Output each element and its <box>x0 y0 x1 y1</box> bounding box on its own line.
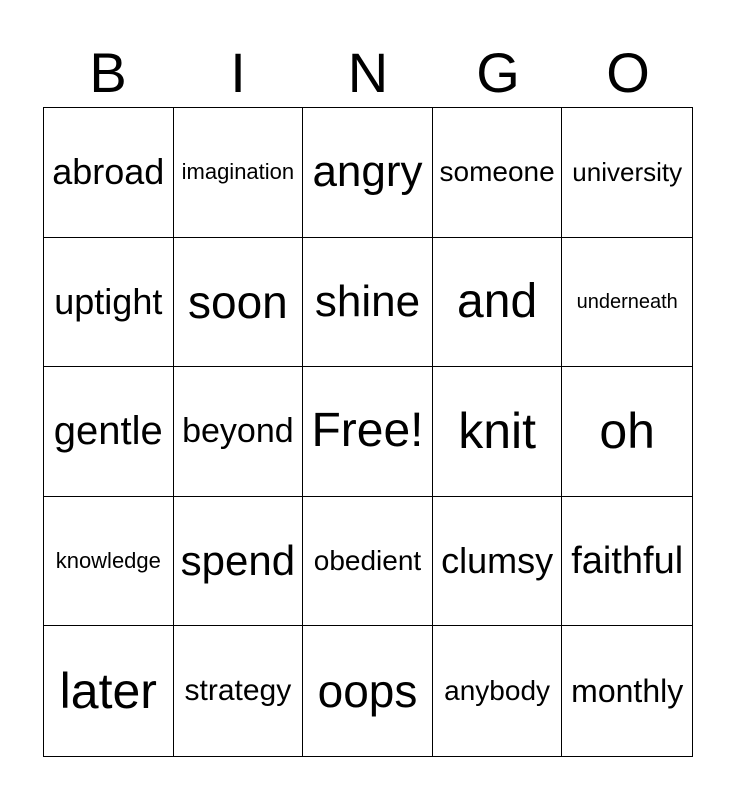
bingo-cell[interactable] <box>174 238 304 368</box>
cell-word: abroad <box>52 151 165 193</box>
bingo-cell[interactable] <box>44 497 174 627</box>
cell-word: underneath <box>576 290 678 313</box>
bingo-header <box>43 40 693 106</box>
bingo-cell[interactable] <box>44 108 174 238</box>
cell-word: anybody <box>444 675 551 707</box>
bingo-cell[interactable] <box>562 497 692 627</box>
cell-word: gentle <box>53 409 163 454</box>
bingo-cell[interactable] <box>433 108 563 238</box>
cell-word: angry <box>312 147 423 197</box>
bingo-cell[interactable] <box>562 108 692 238</box>
header-letter-o: O <box>606 41 650 104</box>
bingo-cell[interactable] <box>433 238 563 368</box>
bingo-board <box>43 107 693 757</box>
cell-word: monthly <box>571 673 684 710</box>
cell-word: soon <box>188 275 288 328</box>
bingo-cell[interactable] <box>562 238 692 368</box>
cell-word: university <box>572 157 683 188</box>
bingo-cell[interactable] <box>174 108 304 238</box>
bingo-cell[interactable] <box>174 367 304 497</box>
cell-word: knit <box>458 403 536 460</box>
bingo-cell[interactable] <box>562 626 692 756</box>
cell-word: uptight <box>54 280 163 322</box>
cell-word: Free! <box>311 404 424 458</box>
cell-word: clumsy <box>441 540 554 582</box>
bingo-cell[interactable] <box>303 626 433 756</box>
bingo-cell[interactable] <box>433 367 563 497</box>
bingo-cell[interactable] <box>44 238 174 368</box>
bingo-cell[interactable] <box>174 497 304 627</box>
cell-word: knowledge <box>55 548 161 574</box>
header-letter-b: B <box>89 41 127 104</box>
cell-word: strategy <box>184 674 292 708</box>
header-letter-g: G <box>476 41 520 104</box>
cell-word: and <box>457 274 538 328</box>
free-space-cell[interactable] <box>303 367 433 497</box>
cell-word: shine <box>314 276 421 326</box>
cell-word: imagination <box>181 159 295 185</box>
header-letter-n: N <box>347 41 389 104</box>
bingo-cell[interactable] <box>433 497 563 627</box>
cell-word: spend <box>180 537 296 585</box>
bingo-cell[interactable] <box>44 367 174 497</box>
bingo-cell[interactable] <box>562 367 692 497</box>
header-letter-i: I <box>230 41 246 104</box>
bingo-cell[interactable] <box>303 497 433 627</box>
cell-word: faithful <box>571 540 684 583</box>
bingo-cell[interactable] <box>433 626 563 756</box>
cell-word: someone <box>439 156 555 188</box>
bingo-cell[interactable] <box>303 238 433 368</box>
cell-word: later <box>59 663 157 720</box>
bingo-cell[interactable] <box>174 626 304 756</box>
bingo-cell[interactable] <box>303 108 433 238</box>
cell-word: obedient <box>313 545 422 577</box>
cell-word: oops <box>317 665 418 718</box>
bingo-cell[interactable] <box>44 626 174 756</box>
cell-word: oh <box>599 403 655 460</box>
cell-word: beyond <box>182 412 294 451</box>
